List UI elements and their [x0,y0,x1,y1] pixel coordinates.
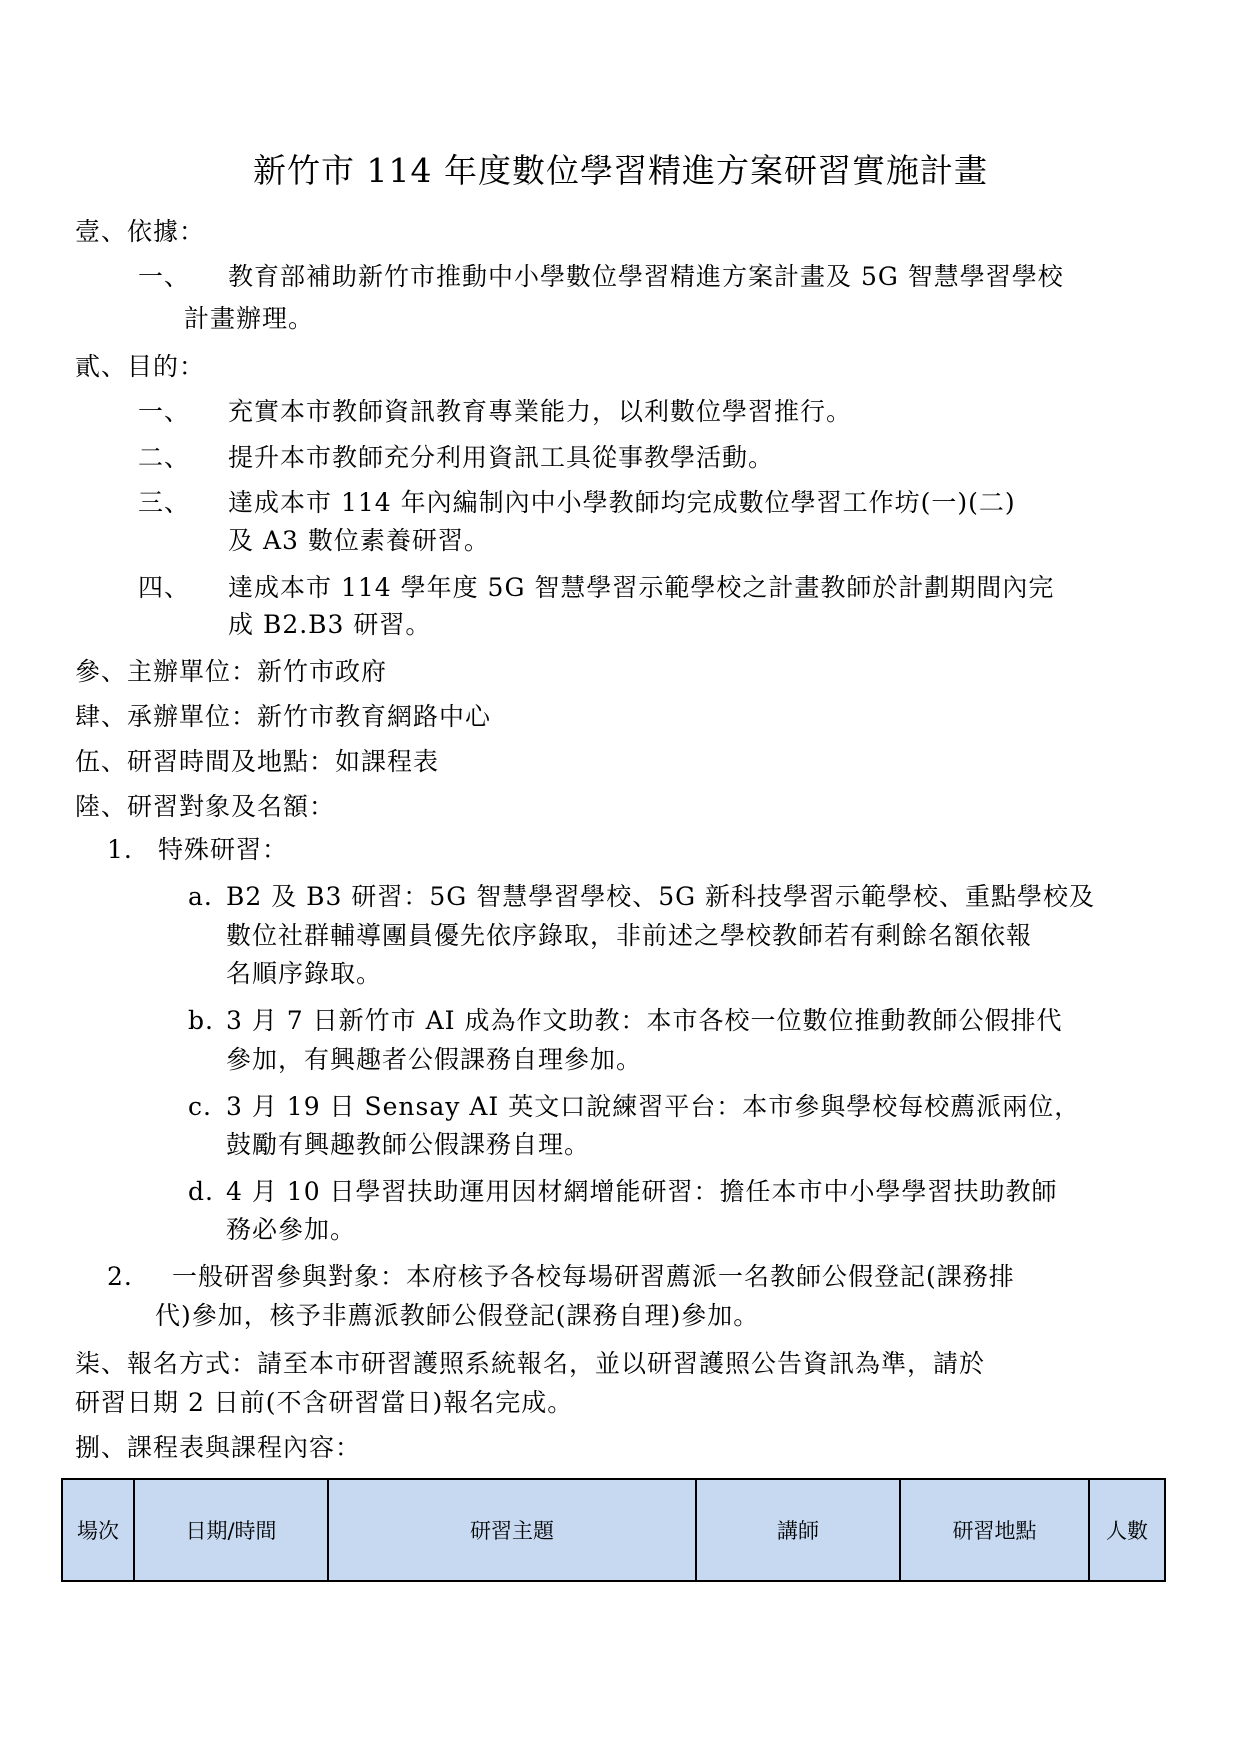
basis-item-1-line-2: 計畫辦理。 [184,304,315,333]
column-header-headcount: 人數 [1089,1479,1165,1581]
participants-sub2-line-2: 代)參加，核予非薦派教師公假登記(課務自理)參加。 [155,1301,760,1330]
section-time-location: 伍、研習時間及地點：如課程表 [75,747,440,776]
section-purpose-heading: 貳、目的： [75,352,206,381]
purpose-item-1-line-1: 充實本市教師資訊教育專業能力，以利數位學習推行。 [228,397,853,426]
participants-sub1-number: 1. [107,835,133,864]
column-header-location: 研習地點 [900,1479,1089,1581]
special-item-b-line-2: 參加，有興趣者公假課務自理參加。 [226,1045,643,1074]
purpose-item-2-line-1: 提升本市教師充分利用資訊工具從事教學活動。 [228,443,775,472]
special-item-c-line-2: 鼓勵有興趣教師公假課務自理。 [226,1130,591,1159]
special-item-a-line-2: 數位社群輔導團員優先依序錄取，非前述之學校教師若有剩餘名額依報 [226,921,1033,950]
section-registration-line-1: 柒、報名方式：請至本市研習護照系統報名，並以研習護照公告資訊為準，請於 [75,1349,986,1378]
participants-sub2-line-1: 一般研習參與對象：本府核予各校每場研習薦派一名教師公假登記(課務排 [172,1262,1015,1291]
section-basis-heading: 壹、依據： [75,217,206,246]
section-schedule-heading: 捌、課程表與課程內容： [75,1433,362,1462]
special-item-d-line-1: 4 月 10 日學習扶助運用因材網增能研習：擔任本市中小學學習扶助教師 [226,1177,1058,1206]
special-item-c-letter: c. [188,1092,212,1121]
purpose-item-2-number: 二、 [138,443,191,472]
basis-item-1-number: 一、 [138,262,191,291]
column-header-date-time: 日期/時間 [134,1479,328,1581]
section-organizer: 參、主辦單位：新竹市政府 [75,657,388,686]
purpose-item-4-number: 四、 [138,573,191,602]
special-item-c-line-1: 3 月 19 日 Sensay AI 英文口說練習平台：本市參與學校每校薦派兩位， [226,1092,1081,1121]
purpose-item-3-line-2: 及 A3 數位素養研習。 [228,526,490,555]
special-item-a-letter: a. [188,882,213,911]
column-header-session: 場次 [62,1479,134,1581]
basis-item-1-line-1: 教育部補助新竹市推動中小學數位學習精進方案計畫及 5G 智慧學習學校 [228,262,1064,291]
section-registration-line-2: 研習日期 2 日前(不含研習當日)報名完成。 [75,1388,574,1417]
section-executor: 肆、承辦單位：新竹市教育網路中心 [75,702,492,731]
section-participants-heading: 陸、研習對象及名額： [75,792,336,821]
purpose-item-4-line-2: 成 B2.B3 研習。 [228,610,432,639]
schedule-header-row [62,1479,1165,1581]
purpose-item-1-number: 一、 [138,397,191,426]
purpose-item-3-line-1: 達成本市 114 年內編制內中小學教師均完成數位學習工作坊(一)(二) [228,488,1016,517]
special-item-d-line-2: 務必參加。 [226,1215,357,1244]
special-item-b-line-1: 3 月 7 日新竹市 AI 成為作文助教：本市各校一位數位推動教師公假排代 [226,1006,1063,1035]
special-item-a-line-3: 名順序錄取。 [226,959,383,988]
column-header-topic: 研習主題 [328,1479,696,1581]
column-header-lecturer: 講師 [696,1479,900,1581]
special-item-b-letter: b. [188,1006,214,1035]
participants-sub2-number: 2. [107,1262,133,1291]
document-title: 新竹市 114 年度數位學習精進方案研習實施計畫 [253,151,988,190]
schedule-table [61,1478,1166,1582]
purpose-item-4-line-1: 達成本市 114 學年度 5G 智慧學習示範學校之計畫教師於計劃期間內完 [228,573,1055,602]
participants-sub1-label: 特殊研習： [158,835,289,864]
special-item-d-letter: d. [188,1177,214,1206]
special-item-a-line-1: B2 及 B3 研習：5G 智慧學習學校、5G 新科技學習示範學校、重點學校及 [226,882,1096,911]
purpose-item-3-number: 三、 [138,488,191,517]
